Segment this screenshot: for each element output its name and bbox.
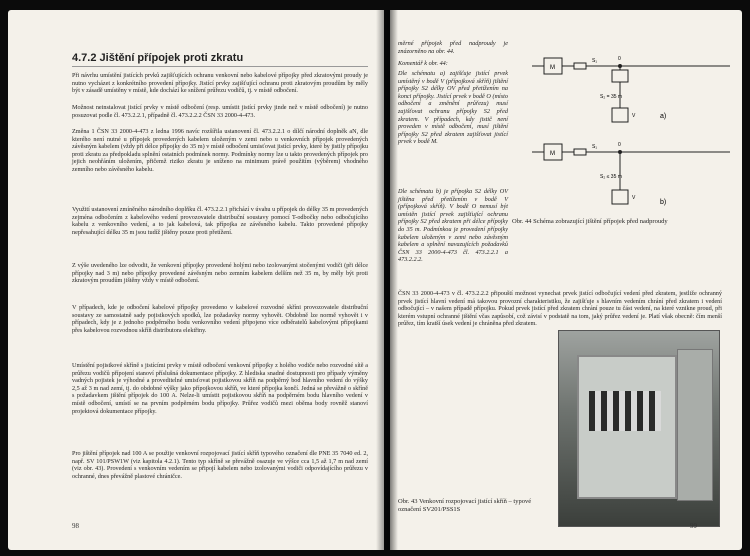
paragraph-4: Využití ustanovení zmíněného národního doplňku čl. 473.2.2.1 přichází v úvahu u přípojek do délky 35 m provedených zejména odbočením z kabelového vedení provozovatele distribuční soustavy pomocí T-odbočky nebo odbočujícího kabelu z venkovního vedení, a to jak kabelová, tak přípojka ze závěsného kabelu. Takto provedené přípojky nepřesahující délku 35 m jsou tudíž jištěny pouze proti přetížení.: [72, 206, 368, 236]
book-gutter: [376, 10, 398, 550]
label-s1-b: S₁: [592, 144, 598, 150]
right-page: [390, 10, 742, 550]
label-s1-a: S₁: [592, 58, 598, 64]
paragraph-1: Při návrhu umístění jistících prvků zajišťujících ochranu venkovní nebo kabelové přípojky před zkratovými proudy je nutno vycházet z konkrétního provedení přípojky. Jistící prvky zajišťující ochranu proti zkratovým proudům by měly být v zásadě umístěny v místě, kde dochází ke snížení průřezu vodičů, tj. v místě odbočení.: [72, 72, 368, 95]
comment-title: Komentář k obr. 44:: [398, 60, 448, 67]
overcurrent-diagram: [530, 48, 740, 218]
page-number-left: 98: [72, 522, 79, 530]
paragraph-2: Možnost neinstalovat jistící prvky v místě odbočení (resp. umístit jistící prvky jinde než v místě odbočení) je nutno posuzovat podle čl. 473.2.2.1, případně čl. 473.2.2.2 ČSN 33 2000-4-473.: [72, 104, 368, 119]
node-m-b: M: [550, 151, 555, 157]
label-a: a): [660, 113, 667, 120]
body-text: ČSN 33 2000-4-473 v čl. 473.2.2.2 připouští možnost vynechat prvek jistící odbočující vedení před zkratem, jestliže ochranný prvek jistící hlavní vedení má takovou provozní charakteristiku, že zajišťuje s hlavním vedením chrání před zkratem i vedení odbočující – v našem případě přípojku. Pokud prvek jistící před zkratem chrání pouze tu část vedení, na které vznikne proud, při kterém vstupní ochranné jištění včas zapůsobí, což závisí v podstatě na tom, jaký průřez vedení je. Platí však obecně: čím menší průřez, tím kratší úsek vedení je chráněna před zkratem.: [398, 290, 722, 328]
section-heading: 4.7.2 Jištění přípojek proti zkratu: [72, 52, 368, 67]
paragraph-6: V případech, kde je odbočení kabelové přípojky provedeno v kabelové rozvodné skříni provozovatele distribuční soustavy ze samostatně sady pojistkových spodků, lze požadavky normy vyhovět. Obdobně lze normě vyhovět i v případech, kdy je z jednoho podpěrného bodu venkovního vedení připojeno více odběratelů kabelovými přípojkami přes kabelovou rozvodnou skříň distributora elektřiny.: [72, 304, 368, 334]
paragraph-7: Umístění pojistkové skříně s jistícími prvky v místě odbočení venkovní přípojky z holého vodiče nebo rozvodné sítě a průřezu vodičů přípojení stanoví příslušná dokumentace přípojky. Z hlediska snadné dostupnosti pro případy výměny vadných pojistek je výhodné a proveditelné umisťovat pojistkovou skříň na podpěrný bod hlavního vedení do výšky 2,5 až 3 m nad zemí, tj. do obdobné výšky jako přípojkovou skříň, ve které přípojka končí. Jedná se převážně o skříně s požadavkem jištění přípojek do 100 A. Nelze-li umístit pojistkovou skříň na podpěrném bodu hlavního vedení v místě odbočení, umístí se na prvním podpěrném bodu přípojky. Průřez vodičů mezi oběma body rovněž stanoví projektová dokumentace přípojky.: [72, 362, 368, 415]
node-v-a: V: [632, 113, 636, 119]
paragraph-3: Změna 1 ČSN 33 2000-4-473 z ledna 1996 navíc rozšířila ustanovení čl. 473.2.2.1 o dílčí národní doplněk aN, dle kterého není nutné u přípojek provedených kabelem uloženým v zemi nebo u venkovních přípojek provedených závěsným kabelem (vždy při délce přípojky do 35 m) v místě odbočení umisťovat jistící prvky, které by jistily přípojku proti zkratu za předpokladu splnění ostatních podmínek normy. Podmínky normy lze u takto provedených přípojek pro jejich neohřáním uložením, přičemž riziko zkratu je sníženo na minimum právě použitím (výběrem) vhodného zemního nebo závěsného kabelu.: [72, 128, 368, 173]
page-number-right: 99: [690, 522, 697, 530]
photo-fuse-cabinet: [558, 330, 720, 527]
node-o-a: 0: [618, 56, 621, 62]
top-text: měrné přípojek před nadproudy je znázorněno na obr. 44.: [398, 40, 508, 55]
diagram-b: [532, 142, 730, 206]
paragraph-5: Z výše uvedeného lze odvodit, že venkovní přípojky provedené holými nebo izolovanými stočenými vodiči (při délce přípojky nad 3 m) nebo přípojky provedené závěsným nebo zemním kabelem delším než 35 m, by měly být proti zkratovým proudům jištěny vždy v místě odbočení.: [72, 262, 368, 285]
label-s2-a: S₂ = 35 m: [600, 94, 623, 100]
node-m-a: M: [550, 65, 555, 71]
comment-b: Dle schématu b) je přípojka S2 délky OV jištěna před přetížením v bodě V (přípojková skříň). V bodě O nemusí být umístěn jistící prvek zajišťující ochranu přípojky S2 před zkratem při délce přípojky do 35 m. Podmínkou je provedení přípojky kabelem uloženým v zemi nebo závěsným kabelem a splnění navazujících požadavků ČSN 33 2000-4-473 čl. 473.2.2.1 a 473.2.2.2.: [398, 188, 508, 264]
paragraph-8: Pro jištění přípojek nad 100 A se použije venkovní rozpojovací jistící skříň typového označení dle PNE 35 7040 ed. 2, např. SV 101/PSW1W (viz kapitola 4.2.1). Tento typ skříně se převážně osazuje ve výšce cca 1,5 až 1,7 m nad zemí (viz obr. 43). Provedení s venkovním vedením se připojí kabelem nebo izolovanými vodiči odpovídajícího průřezu v ochranné, dnes převážně plastové chráničce.: [72, 450, 368, 480]
comment-a: Dle schématu a) zajišťuje jistící prvek umístěný v bodě V (přípojková skříň) jištění přípojky S2 délky OV před přetížením na konci přípojky. Jistící prvek v bodě O (místo odbočení a změnění průřezu) musí zajišťovat ochranu přípojky S2 před zkratem. V případech, kdy jistič není proveden v místě odbočení, musí jištění přípojky S2 před zkratem zajišťovat jistící prvek v bodě M.: [398, 70, 508, 146]
label-b: b): [660, 199, 667, 206]
figure-44-caption: Obr. 44 Schéma zobrazující jištění přípojek před nadproudy: [512, 218, 668, 225]
diagram-a: [532, 56, 730, 122]
node-o-b: 0: [618, 142, 621, 148]
label-s2-b: S₂ ≤ 35 m: [600, 174, 622, 180]
node-v-b: V: [632, 195, 636, 201]
left-page: [8, 10, 384, 550]
figure-43-caption: Obr. 43 Venkovní rozpojovací jistící skříň – typové označení SV201/PSS1S: [398, 498, 532, 513]
